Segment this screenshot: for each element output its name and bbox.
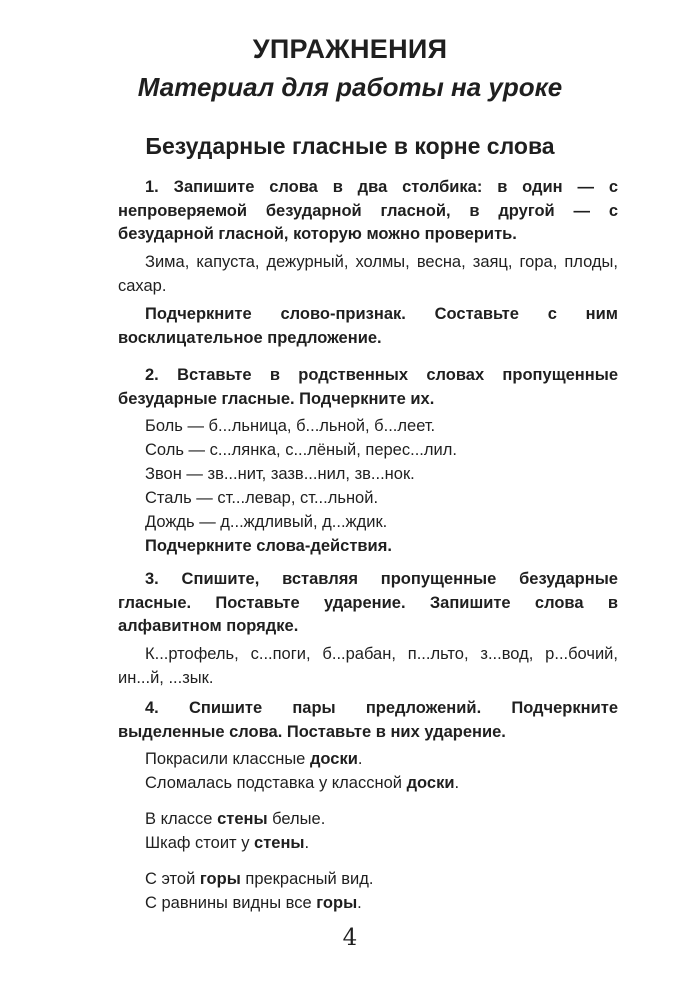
highlighted-word: доски (309, 750, 358, 768)
exercise-2-followup: Подчеркните слова-действия. (145, 537, 392, 555)
exercise-1-words: Зима, капуста, дежурный, холмы, весна, заяц, гора, плоды, сахар. (118, 252, 618, 295)
exercise-2 (118, 364, 618, 558)
exercise-2-line: Дождь — д...ждливый, д...ждик. (145, 513, 388, 531)
sentence: С этой горы прекрасный вид. (145, 870, 374, 888)
sentence: В классе стены белые. (145, 810, 326, 828)
section-title: Безударные гласные в корне слова (145, 133, 555, 159)
highlighted-word: доски (406, 774, 455, 792)
exercise-3-words: К...ртофель, с...поги, б...рабан, п...льто, з...вод, р...бочий, ин...й, ...зык. (118, 644, 618, 687)
exercise-2-line: Соль — с...лянка, с...лёный, перес...лил. (145, 441, 457, 459)
highlighted-word: горы (316, 894, 358, 912)
exercise-2-line: Боль — б...льница, б...льной, б...леет. (145, 417, 436, 435)
exercise-4 (118, 697, 618, 915)
highlighted-word: горы (199, 870, 241, 888)
exercise-1-followup: Подчеркните слово-признак. Составьте с ним восклицательное предложение. (118, 304, 618, 347)
page-subtitle: Материал для работы на уроке (137, 72, 563, 102)
exercise-2-line: Звон — зв...нит, зазв...нил, зв...нок. (145, 465, 415, 483)
exercise-4-task: 4. Спишите пары предложений. Подчеркните выделенные слова. Поставьте в них ударение. (118, 699, 618, 741)
page-title: УПРАЖНЕНИЯ (252, 34, 448, 64)
exercise-2-line: Сталь — ст...левар, ст...льной. (145, 489, 379, 507)
highlighted-word: стены (217, 810, 268, 828)
sentence: С равнины видны все горы. (145, 894, 362, 912)
exercise-2-task: 2. Вставьте в родственных словах пропущенные безударные гласные. Подчеркните их. (118, 366, 618, 408)
exercise-3 (118, 568, 618, 690)
sentence: Сломалась подставка у классной доски. (145, 774, 460, 792)
exercise-3-task: 3. Спишите, вставляя пропущенные безударные гласные. Поставьте ударение. Запишите слова в алфавитном порядке. (118, 570, 618, 635)
highlighted-word: стены (254, 834, 305, 852)
page-number: 4 (342, 925, 358, 951)
exercise-1-task: 1. Запишите слова в два столбика: в один — с непроверяемой безударной гласной, в другой — с безударной гласной, которую можно проверить. (118, 178, 618, 243)
exercise-1 (118, 176, 618, 350)
sentence: Шкаф стоит у стены. (145, 834, 310, 852)
sentence: Покрасили классные доски. (145, 750, 363, 768)
